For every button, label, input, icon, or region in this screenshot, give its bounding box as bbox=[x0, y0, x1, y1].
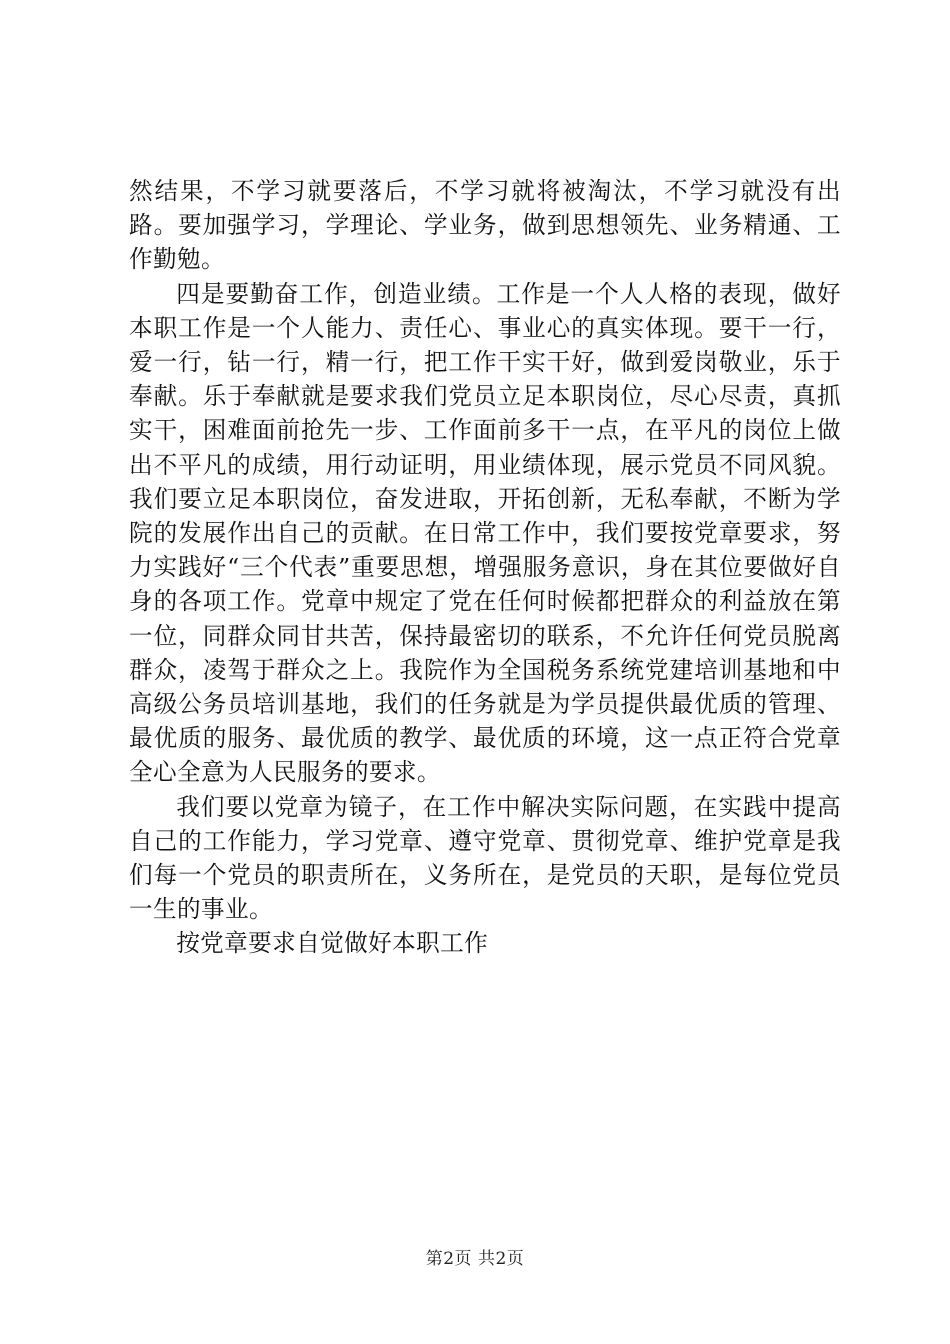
document-body bbox=[129, 174, 841, 961]
closing-title: 按党章要求自觉做好本职工作 bbox=[176, 929, 489, 958]
paragraph-continuation: 然结果，不学习就要落后，不学习就将被淘汰，不学习就没有出路。要加强学习，学理论、学业务，做到思想领先、业务精通、工作勤勉。 bbox=[129, 177, 841, 274]
paragraph-work-diligently: 四是要勤奋工作，创造业绩。工作是一个人人格的表现，做好本职工作是一个人能力、责任心、事业心的真实体现。要干一行，爱一行，钻一行，精一行，把工作干实干好，做到爱岗敬业，乐于奉献。乐于奉献就是要求我们党员立足本职岗位，尽心尽责，真抓实干，困难面前抢先一步、工作面前多干一点，在平凡的岗位上做出不平凡的成绩，用行动证明，用业绩体现，展示党员不同风貌。我们要立足本职岗位，奋发进取，开拓创新，无私奉献，不断为学院的发展作出自己的贡献。在日常工作中，我们要按党章要求，努力实践好“三个代表”重要思想，增强服务意识，身在其位要做好自身的各项工作。党章中规定了党在任何时候都把群众的利益放在第一位，同群众同甘共苦，保持最密切的联系，不允许任何党员脱离群众，凌驾于群众之上。我院作为全国税务系统党建培训基地和中高级公务员培训基地，我们的任务就是为学员提供最优质的管理、最优质的服务、最优质的教学、最优质的环境，这一点正符合党章全心全意为人民服务的要求。 bbox=[129, 279, 841, 787]
paragraph-party-constitution-mirror: 我们要以党章为镜子，在工作中解决实际问题，在实践中提高自己的工作能力，学习党章、遵守党章、贯彻党章、维护党章是我们每一个党员的职责所在，义务所在，是党员的天职，是每位党员一生的事业。 bbox=[129, 792, 841, 924]
page-number-footer: 第2页 共2页 bbox=[425, 1249, 525, 1269]
